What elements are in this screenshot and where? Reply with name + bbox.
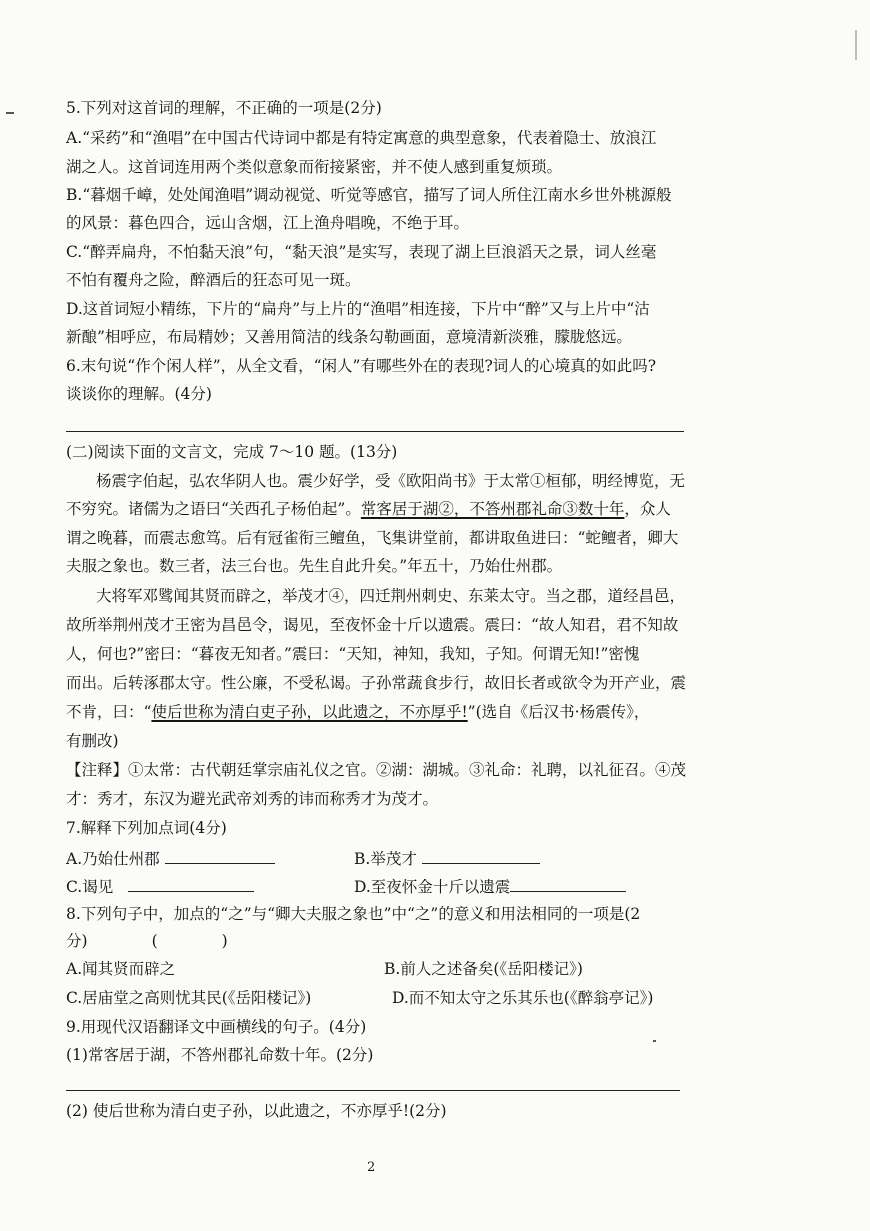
q7-item-c [66,875,346,897]
q8-option-c[interactable]: C.居庙堂之高则忧其民(《岳阳楼记》) [66,989,312,1007]
q7-item-b [354,847,654,869]
passage-p1-line3: 谓之晚暮，而震志愈笃。后有冠雀衔三鳣鱼，飞集讲堂前，都讲取鱼进曰：“蛇鳣者，卿大 [66,529,679,547]
q7-item-a [66,847,346,869]
scan-speck [6,112,14,114]
passage-p2-line5 [66,702,696,722]
underlined-sentence-2: 使后世称为清白吏子孙，以此遗之，不亦厚乎! [151,703,468,721]
q7-stem: 7.解释下列加点词(4分) [66,819,227,837]
passage-p2-line2: 故所举荆州茂才王密为昌邑令，谒见，至夜怀金十斤以遗震。震曰：“故人知君，君不知故 [66,616,679,634]
q6-stem-line2: 谈谈你的理解。(4分) [66,385,212,403]
q7-answer-blank-b[interactable] [422,847,540,864]
q5-option-d-line2: 新酿”相呼应，布局精妙；又善用简洁的线条勾勒画面，意境清新淡雅，朦胧悠远。 [66,328,632,346]
q7-item-a-text: A.乃始仕州郡 [66,850,160,868]
q5-option-a-line2: 湖之人。这首词连用两个类似意象而衔接紧密，并不使人感到重复烦琐。 [66,158,563,176]
passage-p1-line2 [66,499,696,519]
q7-item-d [354,875,654,897]
q9-answer-line-1[interactable] [66,1090,680,1091]
q7-item-b-text: B.举茂才 [354,850,417,868]
q5-option-b-line2: 的风景：暮色四合，远山含烟，江上渔舟唱晚，不绝于耳。 [66,214,470,232]
passage-source: ”(选自《后汉书·杨震传》， [467,703,650,721]
q9-stem: 9.用现代汉语翻译文中画横线的句子。(4分) [66,1018,367,1036]
q5-stem: 5.下列对这首词的理解，不正确的一项是(2分) [66,99,382,117]
annotation-line1: 【注释】①太常：古代朝廷掌宗庙礼仪之官。②湖：湖城。③礼命：礼聘，以礼征召。④茂 [66,761,687,779]
passage-p2-line6: 有删改) [66,732,119,750]
q9-sentence-2: (2) 使后世称为清白吏子孙，以此遗之，不亦厚乎!(2分) [66,1102,447,1120]
q8-stem-line1: 8.下列句子中，加点的“之”与“卿大夫服之象也”中“之”的意义和用法相同的一项是(2 [66,905,641,923]
q9-sentence-1: (1)常客居于湖，不答州郡礼命数十年。(2分) [66,1046,374,1064]
scan-speck [653,1040,656,1042]
answer-paren-close: ) [221,932,228,950]
q5-option-b-line1: B.“暮烟千嶂，处处闻渔唱”调动视觉、听觉等感官，描写了词人所住江南水乡世外桃源般 [66,186,672,204]
q8-stem-line2 [66,931,696,951]
passage-p1-line1: 杨震字伯起，弘农华阴人也。震少好学，受《欧阳尚书》于太常①桓郁，明经博览，无 [96,472,686,490]
passage-p2-line1: 大将军邓骘闻其贤而辟之，举茂才④，四迁荆州刺史、东莱太守。当之郡，道经昌邑， [96,587,686,605]
passage-p1-line4: 夫服之象也。数三者，法三台也。先生自此升矣。”年五十，乃始仕州郡。 [66,557,563,575]
passage-p2-line4: 而出。后转涿郡太守。性公廉，不受私谒。子孙常蔬食步行，故旧长者或欲令为开产业，震 [66,674,687,692]
section-title: (二)阅读下面的文言文，完成 7～10 题。(13分) [66,443,398,461]
q7-item-d-text: D.至夜怀金十斤以遗震 [354,878,511,896]
q8-option-d[interactable]: D.而不知太守之乐其乐也(《醉翁亭记》) [392,989,654,1007]
q8-stem-text: 分) [66,932,88,950]
q6-stem-line1: 6.末句说“作个闲人样”，从全文看，“闲人”有哪些外在的表现?词人的心境真的如此吗? [66,357,657,375]
annotation-line2: 才：秀才，东汉为避光武帝刘秀的讳而称秀才为茂才。 [66,790,439,808]
q8-option-a[interactable]: A.闻其贤而辟之 [66,960,176,978]
q7-answer-blank-a[interactable] [165,847,275,864]
q7-item-c-text: C.谒见 [66,878,114,896]
passage-text: 不肯，曰：“ [66,703,152,721]
answer-paren-open: ( [151,932,158,950]
passage-p2-line3: 人，何也?”密曰：“暮夜无知者。”震曰：“天知，神知，我知，子知。何谓无知!”密愧 [66,645,640,663]
q5-option-d-line1: D.这首词短小精练，下片的“扁舟”与上片的“渔唱”相连接，下片中“醉”又与上片中“沽 [66,300,650,318]
passage-text: ，众人 [624,500,671,518]
q5-option-c-line2: 不怕有覆舟之险，醉酒后的狂态可见一斑。 [66,271,361,289]
underlined-sentence-1: 常客居于湖②，不答州郡礼命③数十年 [360,500,625,518]
q5-option-a-line1: A.“采药”和“渔唱”在中国古代诗词中都是有特定寓意的典型意象，代表着隐士、放浪江 [66,129,657,147]
passage-text: 不穷究。诸儒为之语曰“关西孔子杨伯起”。 [66,500,361,518]
q5-option-c-line1: C.“醉弄扁舟，不怕黏天浪”句，“黏天浪”是实写，表现了湖上巨浪滔天之景，词人丝毫 [66,243,657,261]
q7-answer-blank-d[interactable] [510,875,626,892]
q7-answer-blank-c[interactable] [128,875,254,892]
scan-speck [855,30,857,60]
page-number: 2 [367,1160,376,1175]
q6-answer-line [66,431,684,432]
q8-option-b[interactable]: B.前人之述备矣(《岳阳楼记》) [384,960,583,978]
